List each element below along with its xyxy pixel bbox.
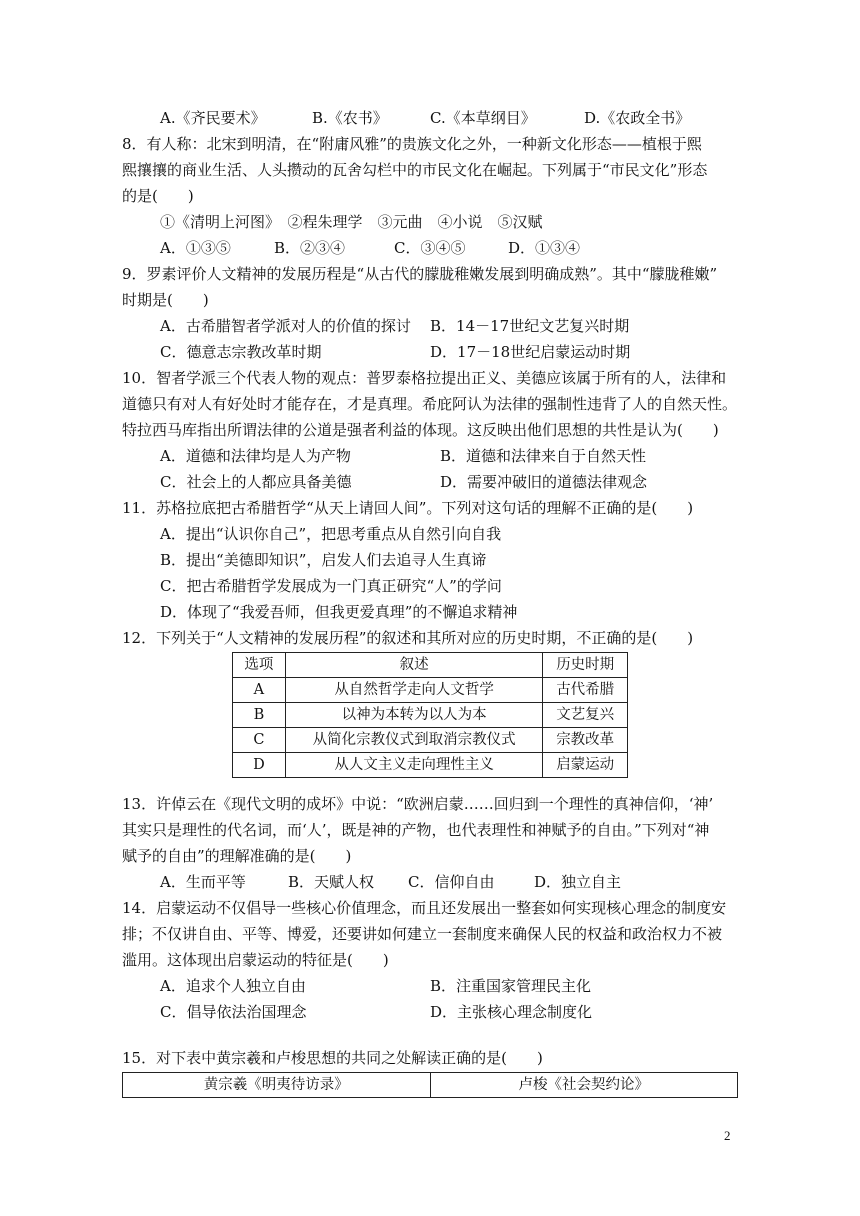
table-header-cell: 历史时期 [543,653,628,678]
table-row [233,728,628,753]
q11-line-1: 11．苏格拉底把古希腊哲学“从天上请回人间”。下列对这句话的理解不正确的是( ) [122,499,694,517]
q9-option-b: B．14－17世纪文艺复兴时期 [430,317,630,335]
table-cell: 从自然哲学走向人文哲学 [285,678,543,703]
q13-option-b: B．天赋人权 [288,873,375,891]
q7-option-c: C.《本草纲目》 [430,109,536,127]
table-header-row [233,653,628,678]
q15-table [122,1072,738,1098]
table-cell: C [233,728,286,753]
q10-option-a: A．道德和法律均是人为产物 [160,447,351,465]
q7-option-b: B.《农书》 [312,109,388,127]
table-header-cell: 黄宗羲《明夷待访录》 [123,1073,431,1098]
table-cell: 以神为本转为以人为本 [285,703,543,728]
q8-line-2: 熙攘攘的商业生活、人头攒动的瓦舍勾栏中的市民文化在崛起。下列属于“市民文化”形态 [122,161,708,179]
q13-line-2: 其实只是理性的代名词，而‘人’，既是神的产物，也代表理性和神赋予的自由。”下列对“神 [122,821,710,839]
q13-line-3: 赋予的自由”的理解准确的是( ) [122,847,352,865]
q8-line-3: 的是( ) [122,187,194,205]
q8-line-1: 8．有人称：北宋到明清，在“附庸风雅”的贵族文化之外，一种新文化形态——植根于熙 [122,135,702,153]
q9-option-c: C．德意志宗教改革时期 [160,343,322,361]
q15-line-1: 15．对下表中黄宗羲和卢梭思想的共同之处解读正确的是( ) [122,1049,543,1067]
q11-option-a: A．提出“认识你自己”，把思考重点从自然引向自我 [160,525,502,543]
table-cell: 从简化宗教仪式到取消宗教仪式 [285,728,543,753]
table-cell: 文艺复兴 [543,703,628,728]
table-row [233,703,628,728]
q7-option-d: D.《农政全书》 [584,109,691,127]
q13-option-d: D．独立自主 [534,873,622,891]
q14-line-2: 排；不仅讲自由、平等、博爱，还要讲如何建立一套制度来确保人民的权益和政治权力不被 [122,925,723,943]
q12-line-1: 12．下列关于“人文精神的发展历程”的叙述和其所对应的历史时期，不正确的是( ) [122,629,694,647]
q10-line-2: 道德只有对人有好处时才能存在，才是真理。希庇阿认为法律的强制性违背了人的自然天性。 [122,395,738,413]
q12-table [232,652,628,778]
q10-line-1: 10．智者学派三个代表人物的观点：普罗泰格拉提出正义、美德应该属于所有的人，法律和 [122,369,727,387]
table-cell: 启蒙运动 [543,753,628,778]
q11-option-c: C．把古希腊哲学发展成为一门真正研究“人”的学问 [160,577,502,595]
q10-line-3: 特拉西马库指出所谓法律的公道是强者利益的体现。这反映出他们思想的共性是认为( ) [122,421,719,439]
q9-option-d: D．17－18世纪启蒙运动时期 [430,343,631,361]
table-cell: 古代希腊 [543,678,628,703]
q8-option-b: B．②③④ [274,239,346,257]
table-row [233,753,628,778]
q14-line-1: 14．启蒙运动不仅倡导一些核心价值理念，而且还发展出一整套如何实现核心理念的制度安 [122,899,727,917]
q14-option-b: B．注重国家管理民主化 [430,977,592,995]
q9-line-2: 时期是( ) [122,291,209,309]
q14-option-a: A．追求个人独立自由 [160,977,306,995]
q8-option-a: A．①③⑤ [160,239,231,257]
table-header-cell: 选项 [233,653,286,678]
q14-option-d: D．主张核心理念制度化 [430,1003,593,1021]
table-cell: 从人文主义走向理性主义 [285,753,543,778]
table-cell: D [233,753,286,778]
q11-option-d: D．体现了“我爱吾师，但我更爱真理”的不懈追求精神 [160,603,518,621]
page-number: 2 [724,1128,731,1143]
table-cell: A [233,678,286,703]
table-header-cell: 叙述 [285,653,543,678]
q8-items: ①《清明上河图》 ②程朱理学 ③元曲 ④小说 ⑤汉赋 [160,213,543,231]
q10-option-b: B．道德和法律来自于自然天性 [440,447,647,465]
q8-option-d: D．①③④ [508,239,581,257]
q8-option-c: C．③④⑤ [394,239,466,257]
q13-line-1: 13．许倬云在《现代文明的成坏》中说：“欧洲启蒙……回归到一个理性的真神信仰，‘神’ [122,795,714,813]
q9-line-1: 9．罗素评价人文精神的发展历程是“从古代的朦胧稚嫩发展到明确成熟”。其中“朦胧稚嫩” [122,265,718,283]
table-header-row [123,1073,738,1098]
q10-option-d: D．需要冲破旧的道德法律观念 [440,473,648,491]
table-row [233,678,628,703]
q11-option-b: B．提出“美德即知识”，启发人们去追寻人生真谛 [160,551,487,569]
q10-option-c: C．社会上的人都应具备美德 [160,473,352,491]
table-header-cell: 卢梭《社会契约论》 [430,1073,738,1098]
q7-option-a: A.《齐民要术》 [160,109,266,127]
q13-option-c: C．信仰自由 [408,873,495,891]
table-cell: 宗教改革 [543,728,628,753]
q13-option-a: A．生而平等 [160,873,246,891]
q9-option-a: A．古希腊智者学派对人的价值的探讨 [160,317,411,335]
q14-option-c: C．倡导依法治国理念 [160,1003,307,1021]
table-cell: B [233,703,286,728]
q14-line-3: 滥用。这体现出启蒙运动的特征是( ) [122,951,389,969]
